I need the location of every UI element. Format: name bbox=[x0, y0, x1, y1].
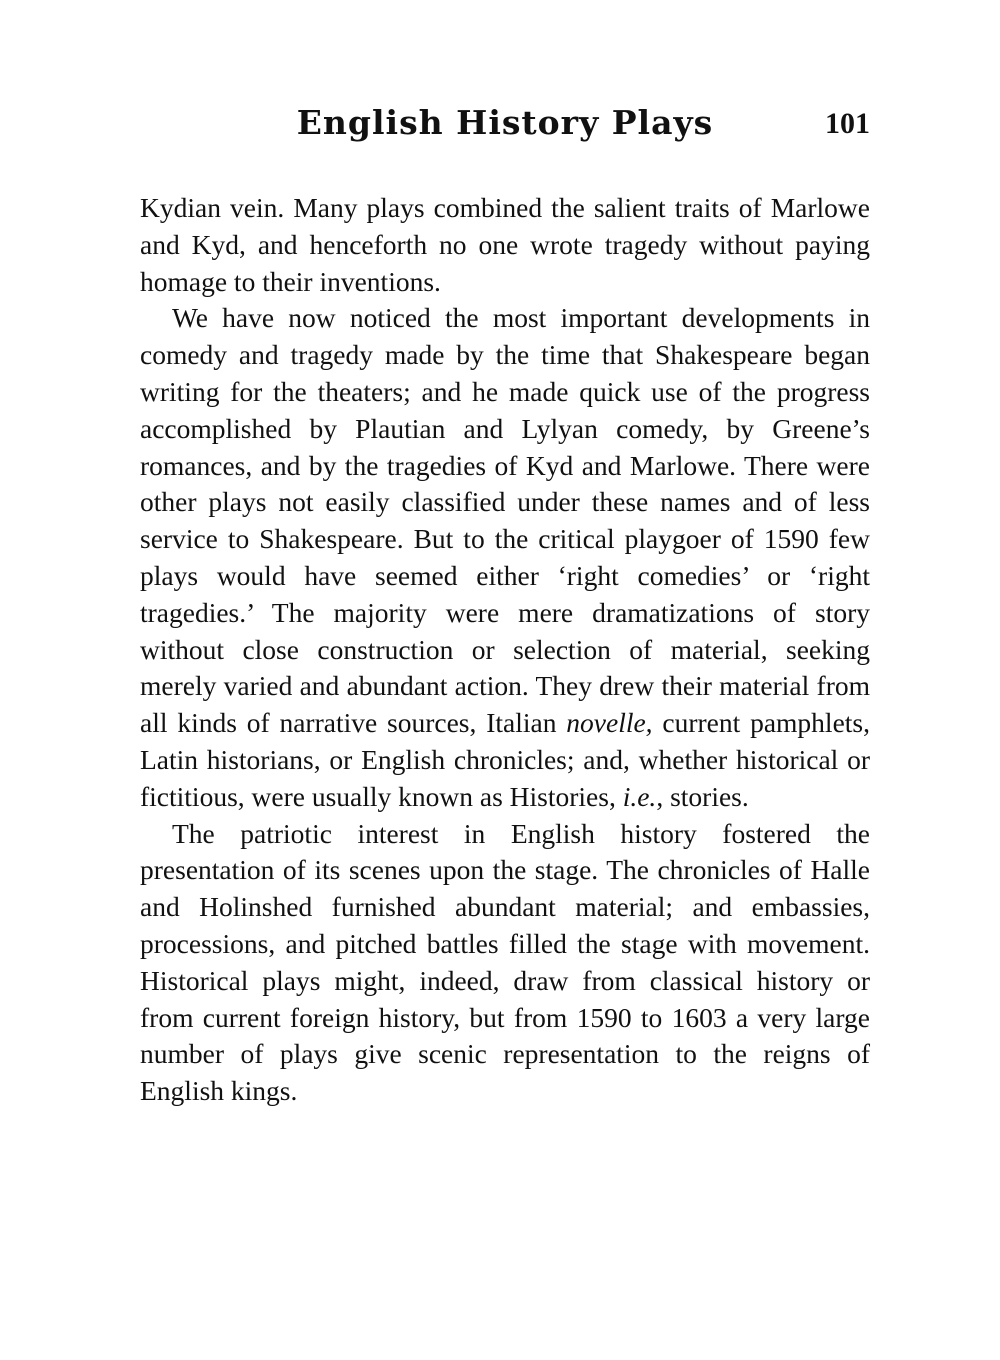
italic-ie: i.e. bbox=[622, 780, 657, 812]
running-title: English History Plays bbox=[296, 103, 714, 142]
paragraph-2-text-c: , stories. bbox=[656, 780, 749, 812]
paragraph-2-text-b: current pamphlets, Latin historians, or English chronicles; and, whether historical or fictitious, were usually known as Histories, bbox=[140, 707, 870, 812]
running-head bbox=[140, 103, 870, 163]
paragraph-1: Kydian vein. Many plays combined the salient traits of Marlowe and Kyd, and henceforth no one wrote tragedy without paying homage to their inventions. bbox=[140, 192, 870, 297]
body-text bbox=[140, 190, 870, 1110]
page-number: 101 bbox=[825, 107, 870, 140]
italic-novelle: novelle, bbox=[566, 707, 653, 739]
paragraph-2 bbox=[140, 300, 870, 815]
paragraph-2-text-a: We have now noticed the most important developments in comedy and tragedy made by the time that Shakespeare began writing for the theaters; and he made quick use of the progress accomplished by Plautian and Lylyan comedy, by Greene’s romances, and by the tragedies of Kyd and Marlowe. There were other plays not easily classified under these names and of less service to Shakespeare. But to the critical playgoer of 1590 few plays would have seemed either ‘right comedies’ or ‘right tragedies.’ The majority were mere dramatizations of story without close construction or selection of material, seeking merely varied and abundant action. They drew their material from all kinds of narrative sources, Italian bbox=[140, 302, 870, 739]
paragraph-3: The patriotic interest in English history fostered the presentation of its scenes upon the stage. The chronicles of Halle and Holinshed furnished abundant material; and embassies, processions, and pitched battles filled the stage with movement. Historical plays might, indeed, draw from classical history or from current foreign history, but from 1590 to 1603 a very large number of plays give scenic representation to the reigns of English kings. bbox=[140, 817, 870, 1107]
